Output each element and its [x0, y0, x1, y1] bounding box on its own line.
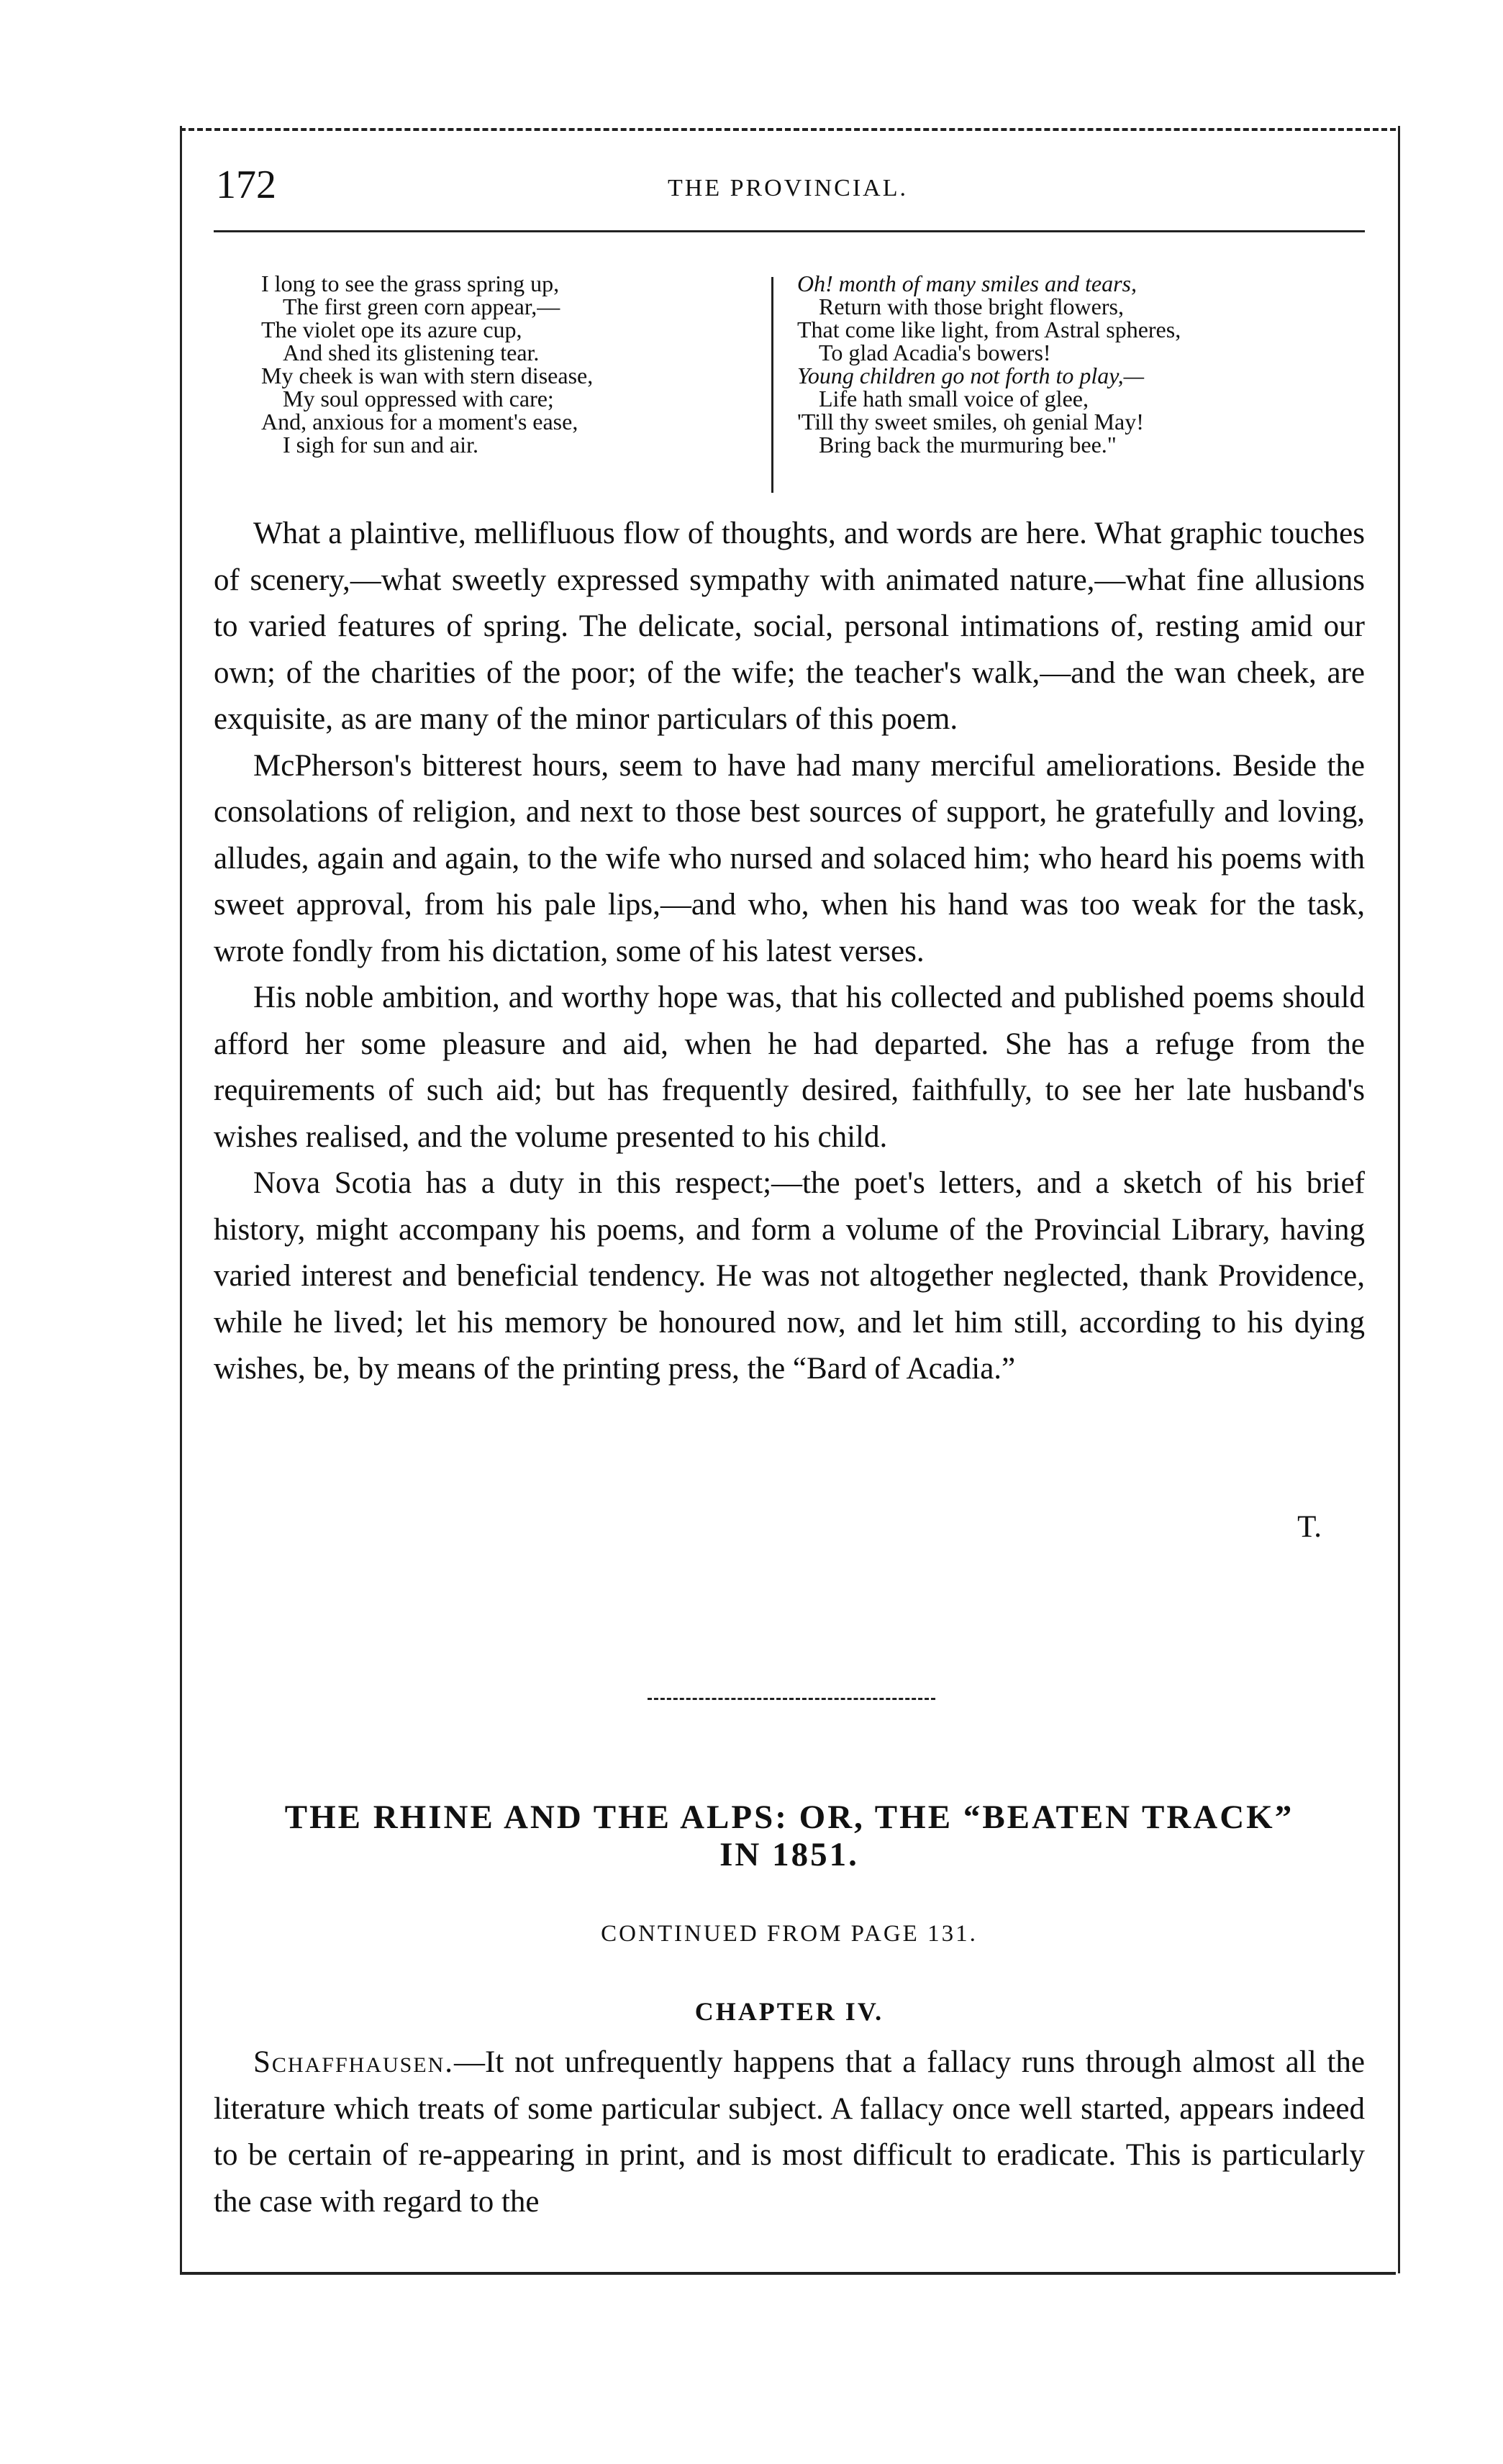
- chapter-heading: CHAPTER IV.: [694, 1997, 884, 2026]
- article-body: [214, 511, 1365, 1393]
- poem-line: 'Till thy sweet smiles, oh genial May!: [797, 409, 1144, 435]
- poem-line: Young children go not forth to play,—: [797, 363, 1145, 388]
- paragraph: McPherson's bitterest hours, seem to have had many merciful ameliorations. Beside the consolations of religion, and next to those best sources of support, he gratefully and loving, alludes, again and again, to the wife who nursed and solaced him; who heard his poems with sweet approval, from his pale lips,—and who, when his hand was too weak for the task, wrote fondly from his dictation, some of his latest verses.: [214, 748, 1365, 968]
- bottom-border-rule: [180, 2272, 1396, 2275]
- poem-line: My cheek is wan with stern disease,: [261, 363, 594, 388]
- article-title-line: IN 1851.: [719, 1836, 859, 1873]
- author-signature: T.: [1297, 1510, 1322, 1544]
- poem-line: My soul oppressed with care;: [283, 386, 554, 412]
- section-separator: [648, 1698, 935, 1700]
- poem-line: That come like light, from Astral spheres,: [797, 317, 1181, 342]
- continued-note: CONTINUED FROM PAGE 131.: [601, 1921, 978, 1947]
- poem-line: Return with those bright flowers,: [819, 294, 1124, 319]
- poem-left-stanza: [255, 272, 745, 456]
- article-title-line: THE RHINE AND THE ALPS: OR, THE “BEATEN TRACK”: [284, 1799, 1294, 1836]
- top-border-rule: [180, 128, 1396, 131]
- poem-line: I sigh for sun and air.: [283, 432, 478, 458]
- paragraph: What a plaintive, mellifluous flow of thoughts, and words are here. What graphic touches of scenery,—what sweetly expressed sympathy with animated nature,—what fine allusions to varied features of spring. The delicate, social, personal intimations of, resting amid our own; of the charities of the poor; of the wife; the teacher's walk,—and the wan cheek, are exquisite, as are many of the minor particulars of this poem.: [214, 517, 1365, 736]
- signature-row: [214, 1509, 1358, 1555]
- poem-line: I long to see the grass spring up,: [261, 271, 560, 296]
- running-head: THE PROVINCIAL.: [668, 175, 908, 201]
- poem-line: And shed its glistening tear.: [283, 340, 540, 365]
- poem-line: Oh! month of many smiles and tears,: [797, 271, 1137, 296]
- paragraph-text: —It not unfrequently happens that a fallacy runs through almost all the literature which treats of some particular subject. A fallacy once well started, appears indeed to be certain of re-appearing in print, and is most difficult to eradicate. This is particularly the case with regard to the: [214, 2045, 1365, 2219]
- header-rule: [214, 230, 1365, 232]
- page-number: 172: [216, 163, 276, 207]
- article-title: [214, 1799, 1365, 1873]
- poem-line: Bring back the murmuring bee.": [819, 432, 1117, 458]
- paragraph: [214, 2040, 1365, 2225]
- poem-line: The violet ope its azure cup,: [261, 317, 522, 342]
- page-header: [216, 162, 1360, 212]
- lead-word: Schaffhausen.: [253, 2045, 455, 2079]
- paragraph: Nova Scotia has a duty in this respect;—the poet's letters, and a sketch of his brief history, might accompany his poems, and form a volume of the Provincial Library, having varied interest and beneficial tendency. He was not altogether neglected, thank Providence, while he lived; let his memory be honoured now, and let him still, according to his dying wishes, be, by means of the printing press, the “Bard of Acadia.”: [214, 1166, 1365, 1386]
- poem-line: The first green corn appear,—: [283, 294, 560, 319]
- poem-line: And, anxious for a moment's ease,: [261, 409, 578, 435]
- paragraph: His noble ambition, and worthy hope was, that his collected and published poems should afford her some pleasure and aid, when he had departed. She has a refuge from the requirements of such aid; but has frequently desired, faithfully, to see her late husband's wishes realised, and the volume presented to his child.: [214, 981, 1365, 1154]
- poem-line: To glad Acadia's bowers!: [819, 340, 1051, 365]
- poem-right-stanza: [791, 272, 1367, 456]
- chapter-body: [214, 2040, 1365, 2225]
- poem-line: Life hath small voice of glee,: [819, 386, 1089, 412]
- poem-column-divider: [771, 277, 773, 493]
